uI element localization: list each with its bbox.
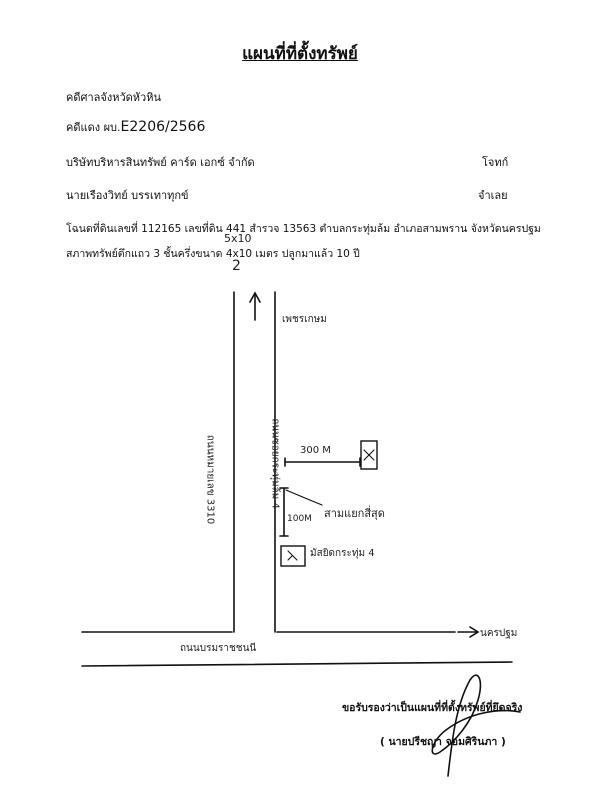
court-line: คดีศาลจังหวัดหัวหิน [66, 91, 161, 104]
plaintiff-role: โจทก์ [482, 156, 509, 169]
case-number: E2206/2566 [120, 119, 206, 135]
case-prefix: คดีแดง ผบ. [66, 121, 121, 134]
property-line-2: สภาพทรัพย์ตึกแถว 3 ชั้นครึ่งขนาด 4x10 เมตร ปลูกมาแล้ว 10 ปี [66, 248, 360, 260]
signature-scribble [432, 675, 520, 776]
road-3310-label: ถนนหมายเลข 3310 [204, 434, 216, 525]
main-road-label: ถนนบรมราชชนนี [180, 643, 257, 654]
certification-signer: ( นายปรีชญา จอมศิรินภา ) [380, 736, 506, 748]
distance-top-label: 300 M [300, 445, 331, 456]
defendant-name: นายเรืองวิทย์ บรรเทาทุกข์ [66, 189, 189, 202]
distance-side-label: 100M [287, 514, 312, 524]
property-line-1: โฉนดที่ดินเลขที่ 112165 เลขที่ดิน 441 สำรวจ 13563 ตำบลกระทุ่มล้ม อำเภอสามพราน จังหวัดนครปฐม [66, 223, 541, 235]
property-marker-x [364, 450, 374, 460]
junction-label: สามแยกสี่สุด [324, 507, 385, 520]
main-road-bottom [82, 662, 512, 666]
floor-correction: 2 [232, 258, 241, 274]
direction-label: นครปฐม [480, 628, 518, 639]
soi-label: ถนนซอยกระทุ่มล้ม 4 [269, 418, 281, 509]
mosque-label: มัสยิดกระทุ่ม 4 [310, 548, 375, 559]
plaintiff-name: บริษัทบริหารสินทรัพย์ คาร์ด เอกซ์ จำกัด [66, 156, 255, 169]
defendant-role: จำเลย [478, 189, 508, 202]
page-title: แผนที่ที่ตั้งทรัพย์ [242, 44, 358, 64]
certification-statement: ขอรับรองว่าเป็นแผนที่ที่ตั้งทรัพย์ที่ยึดจริง [342, 702, 523, 714]
size-correction: 5x10 [224, 232, 252, 245]
north-road-label: เพชรเกษม [282, 314, 327, 325]
junction-pointer [286, 490, 322, 505]
